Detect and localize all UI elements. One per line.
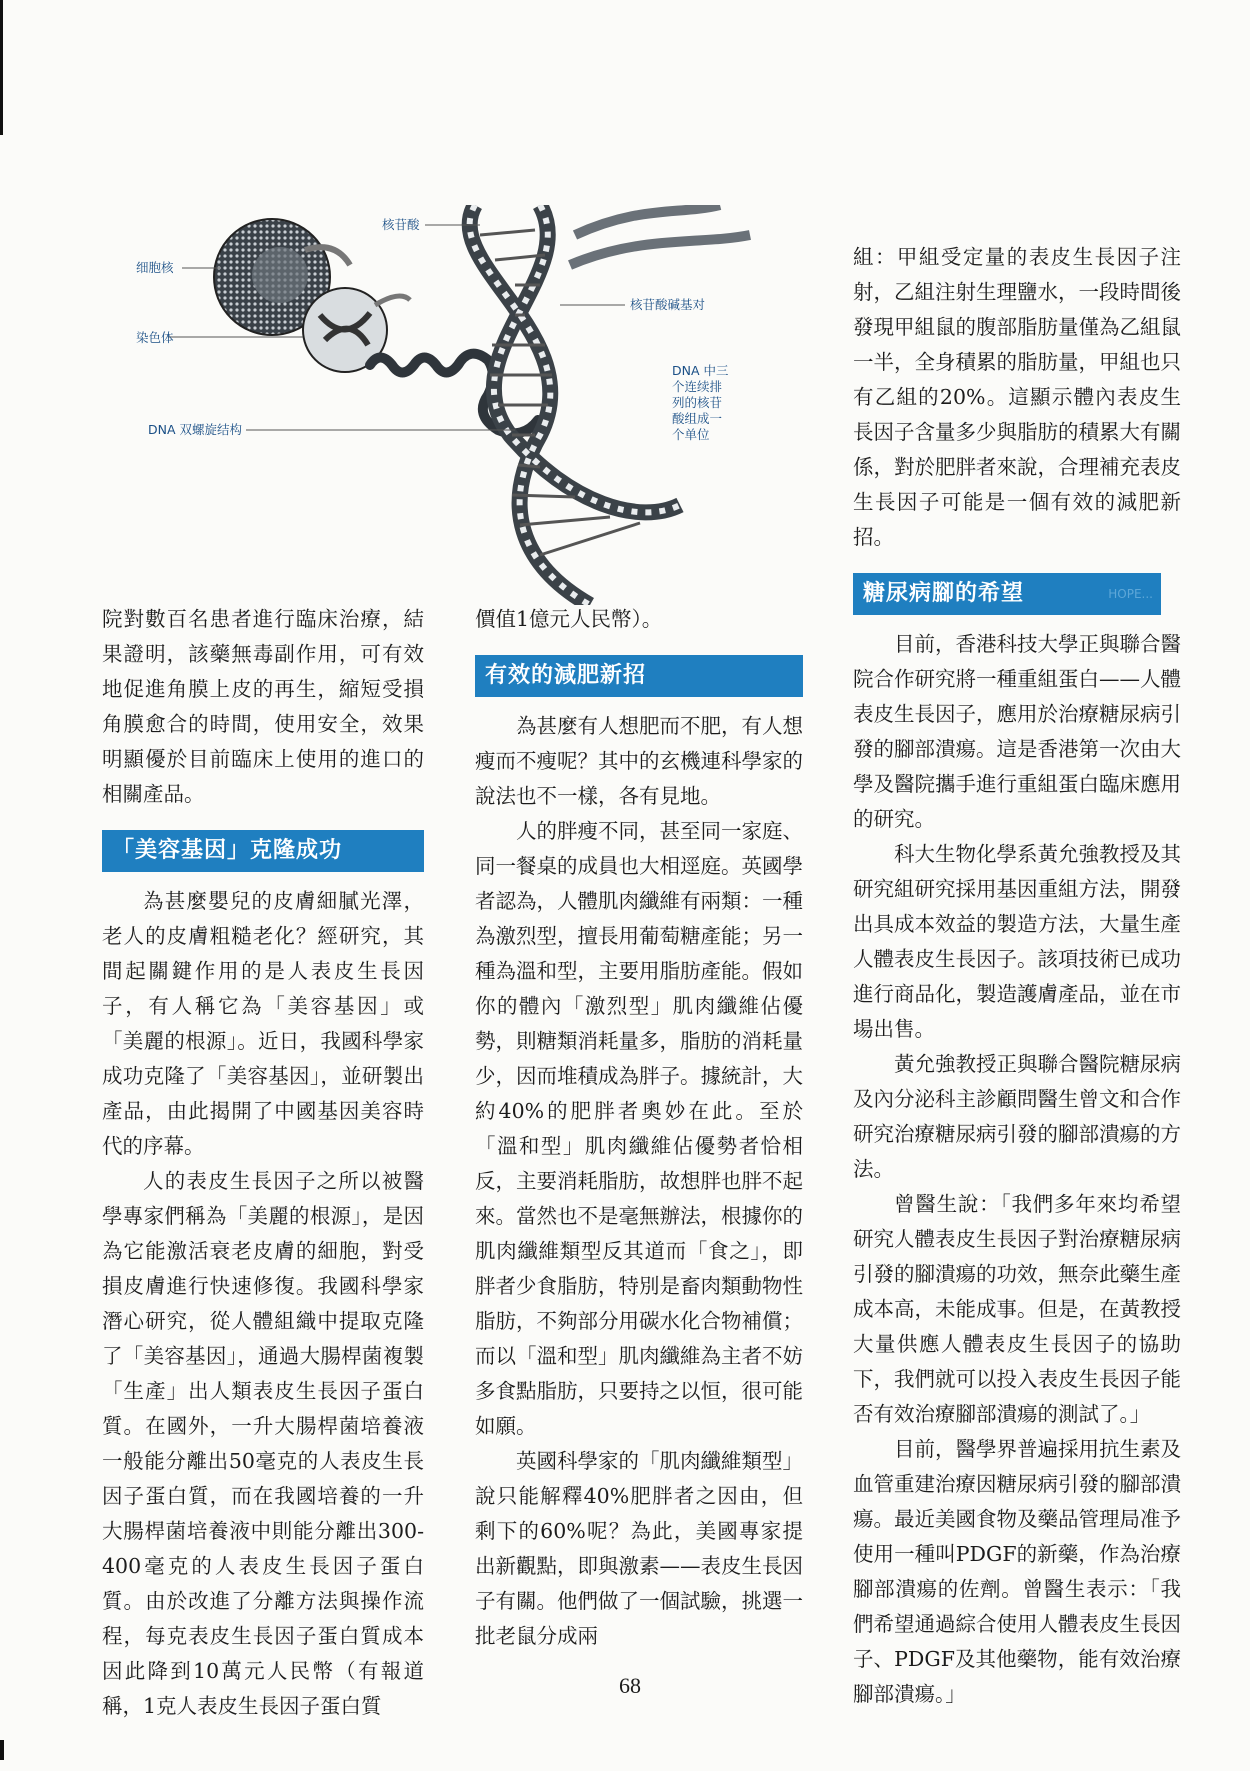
paragraph: 為甚麼嬰兒的皮膚細膩光澤，老人的皮膚粗糙老化？經研究，其間起關鍵作用的是人表皮生長因子，有人稱它為「美容基因」或「美麗的根源」。近日，我國科學家成功克隆了「美容基因」，並研製出產品，由此揭開了中國基因美容時代的序幕。 bbox=[102, 889, 424, 1158]
label-base-pair: 核苷酸碱基对 bbox=[630, 297, 706, 312]
paragraph: 人的胖瘦不同，甚至同一家庭、同一餐桌的成員也大相逕庭。英國學者認為，人體肌肉纖維有兩類：一種為激烈型，擅長用葡萄糖產能；另一種為溫和型，主要用脂肪產能。假如你的體內「激烈型」肌肉纖維佔優勢，則糖類消耗量多，脂肪的消耗量少，因而堆積成為胖子。據統計，大約40%的肥胖者奧妙在此。至於「溫和型」肌肉纖維佔優勢者恰相反，主要消耗脂肪，故想胖也胖不起來。當然也不是毫無辦法，根據你的肌肉纖維類型反其道而「食之」，即胖者少食脂肪，特別是畜肉類動物性脂肪，不夠部分用碳水化合物補償；而以「溫和型」肌肉纖維為主者不妨多食點脂肪，只要持之以恒，很可能如願。 bbox=[475, 819, 803, 1438]
label-codon-line: 个连续排 bbox=[672, 379, 723, 394]
paragraph: 價值1億元人民幣）。 bbox=[475, 607, 663, 631]
paragraph: 目前，醫學界普遍採用抗生素及血管重建治療因糖尿病引發的腳部潰瘍。最近美國食物及藥品管理局准予使用一種叫PDGF的新藥，作為治療腳部潰瘍的佐劑。曾醫生表示：「我們希望通過綜合使用人體表皮生長因子、PDGF及其他藥物，能有效治療腳部潰瘍。」 bbox=[853, 1437, 1181, 1706]
paragraph: 曾醫生說：「我們多年來均希望研究人體表皮生長因子對治療糖尿病引發的腳潰瘍的功效，無奈此藥生產成本高，未能成事。但是，在黃教授大量供應人體表皮生長因子的協助下，我們就可以投入表皮生長因子能否有效治療腳部潰瘍的測試了。」 bbox=[853, 1192, 1181, 1426]
paragraph: 黃允強教授正與聯合醫院糖尿病及內分泌科主診顧問醫生曾文和合作研究治療糖尿病引發的腳部潰瘍的方法。 bbox=[853, 1052, 1181, 1181]
label-codon-line: 个单位 bbox=[672, 427, 710, 442]
section-heading-diabetic-foot bbox=[853, 573, 1161, 615]
label-cell-nucleus: 细胞核 bbox=[136, 260, 174, 275]
label-codon-line: 列的核苷 bbox=[672, 395, 723, 410]
paragraph: 科大生物化學系黃允強教授及其研究組研究採用基因重組方法，開發出具成本效益的製造方法，大量生產人體表皮生長因子。該項技術已成功進行商品化，製造護膚產品，並在市場出售。 bbox=[853, 842, 1181, 1041]
coiled-chromatin bbox=[370, 354, 538, 434]
paragraph: 組：甲組受定量的表皮生長因子注射，乙組注射生理鹽水，一段時間後發現甲組鼠的腹部脂肪量僅為乙組鼠一半，全身積累的脂肪量，甲組也只有乙組的20%。這顯示體內表皮生長因子含量多少與脂肪的積累大有關係，對於肥胖者來說，合理補充表皮生長因子可能是一個有效的減肥新招。 bbox=[853, 245, 1181, 549]
column-1 bbox=[102, 602, 424, 1724]
heading-ghost-text: HOPE... bbox=[1108, 587, 1153, 601]
scan-edge-mark bbox=[0, 0, 3, 135]
column-2 bbox=[475, 602, 803, 1654]
label-codon-line: 酸组成一 bbox=[672, 411, 723, 426]
page-number: 68 bbox=[619, 1673, 641, 1698]
paragraph: 英國科學家的「肌肉纖維類型」說只能解釋40%肥胖者之因由，但剩下的60%呢？為此，美國專家提出新觀點，即與激素——表皮生長因子有關。他們做了一個試驗，挑選一批老鼠分成兩 bbox=[475, 1449, 803, 1648]
paragraph: 院對數百名患者進行臨床治療，結果證明，該藥無毒副作用，可有效地促進角膜上皮的再生，縮短受損角膜愈合的時間，使用安全，效果明顯優於目前臨床上使用的進口的相關產品。 bbox=[102, 607, 424, 806]
dna-structure-figure bbox=[120, 205, 760, 605]
dna-illustration bbox=[120, 205, 760, 605]
heading-text: 糖尿病腳的希望 bbox=[863, 581, 1025, 606]
label-codon-line: DNA 中三 bbox=[672, 363, 729, 378]
section-heading-beauty-gene: 「美容基因」克隆成功 bbox=[102, 830, 424, 872]
column-3 bbox=[853, 240, 1181, 1712]
paragraph: 目前，香港科技大學正與聯合醫院合作研究將一種重組蛋白——人體表皮生長因子，應用於治療糖尿病引發的腳部潰瘍。這是香港第一次由大學及醫院攜手進行重組蛋白臨床應用的研究。 bbox=[853, 632, 1181, 831]
label-chromosome: 染色体 bbox=[136, 330, 174, 345]
label-double-helix: DNA 双螺旋结构 bbox=[148, 422, 243, 437]
paragraph: 人的表皮生長因子之所以被醫學專家們稱為「美麗的根源」，是因為它能激活衰老皮膚的細胞，對受損皮膚進行快速修復。我國科學家潛心研究，從人體組織中提取克隆了「美容基因」，通過大腸桿菌複製「生產」出人類表皮生長因子蛋白質。在國外，一升大腸桿菌培養液一般能分離出50毫克的人表皮生長因子蛋白質，而在我國培養的一升大腸桿菌培養液中則能分離出300-400毫克的人表皮生長因子蛋白質。由於改進了分離方法與操作流程，每克表皮生長因子蛋白質成本因此降到10萬元人民幣（有報道稱，1克人表皮生長因子蛋白質 bbox=[102, 1169, 424, 1718]
label-nucleotide: 核苷酸 bbox=[382, 217, 420, 232]
paragraph: 為甚麼有人想肥而不肥，有人想瘦而不瘦呢？其中的玄機連科學家的說法也不一樣，各有見地。 bbox=[475, 714, 803, 808]
zoom-arrow-2 bbox=[375, 296, 410, 305]
section-heading-weight-loss: 有效的減肥新招 bbox=[475, 655, 803, 697]
scan-edge-mark bbox=[0, 1740, 4, 1760]
